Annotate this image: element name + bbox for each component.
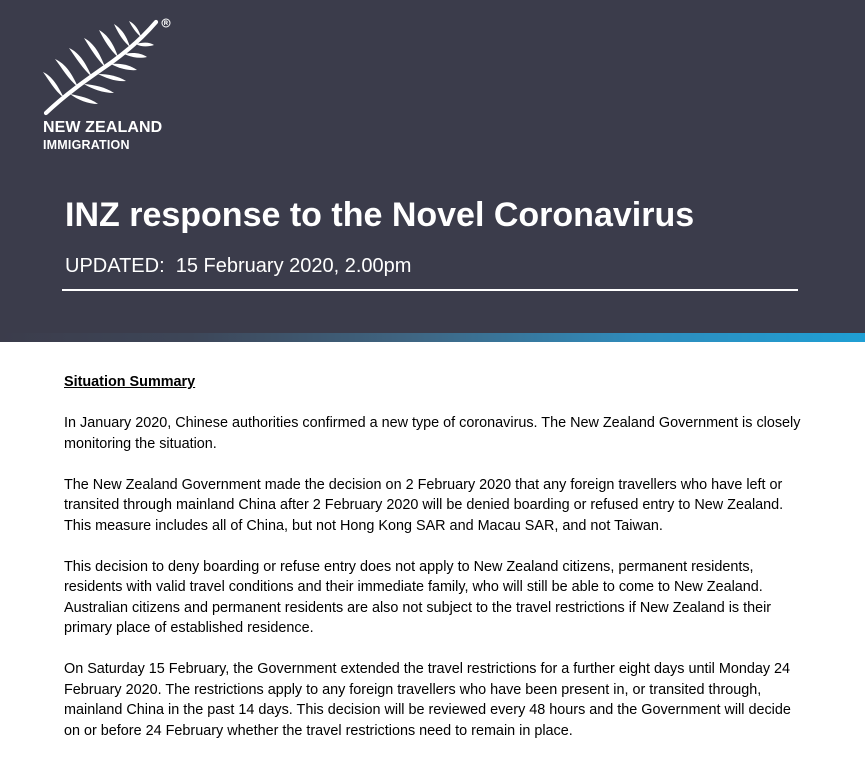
paragraph: On Saturday 15 February, the Government extended the travel restrictions for a further eight days until Monday 24 February 2020. The restrictions apply to any foreign travellers who have been present in, or transited through, mainland China in the past 14 days. This decision will be reviewed every 48 hours and the Government will decide on or before 24 February whether the travel restrictions need to remain in place. <box>64 661 791 739</box>
document-title: INZ response to the Novel Coronavirus <box>65 196 695 234</box>
registered-trademark-icon <box>161 18 171 28</box>
nz-immigration-logo <box>40 18 180 158</box>
section-heading-situation-summary: Situation Summary <box>64 374 196 390</box>
updated-timestamp: UPDATED: 15 February 2020, 2.00pm <box>65 255 412 277</box>
silver-fern-icon <box>40 18 160 116</box>
paragraph: The New Zealand Government made the decision on 2 February 2020 that any foreign travellers who have left or transited through mainland China after 2 February 2020 will be denied boarding or refused entry to New Zealand. This measure includes all of China, but not Hong Kong SAR and Macau SAR, and not Taiwan. <box>64 476 784 534</box>
logo-text-immigration: IMMIGRATION <box>43 138 130 152</box>
title-divider <box>62 289 798 291</box>
document-body <box>64 372 804 741</box>
logo-text-new-zealand: NEW ZEALAND <box>43 119 163 136</box>
paragraph: In January 2020, Chinese authorities confirmed a new type of coronavirus. The New Zealand Government is closely monitoring the situation. <box>64 415 801 452</box>
accent-stripe <box>0 333 865 342</box>
header-banner <box>0 0 865 333</box>
paragraph: This decision to deny boarding or refuse entry does not apply to New Zealand citizens, permanent residents, residents with valid travel conditions and their immediate family, who will still be able to come to New Zealand. Australian citizens and permanent residents are also not subject to the travel restrictions if New Zealand is their primary place of established residence. <box>64 558 772 636</box>
